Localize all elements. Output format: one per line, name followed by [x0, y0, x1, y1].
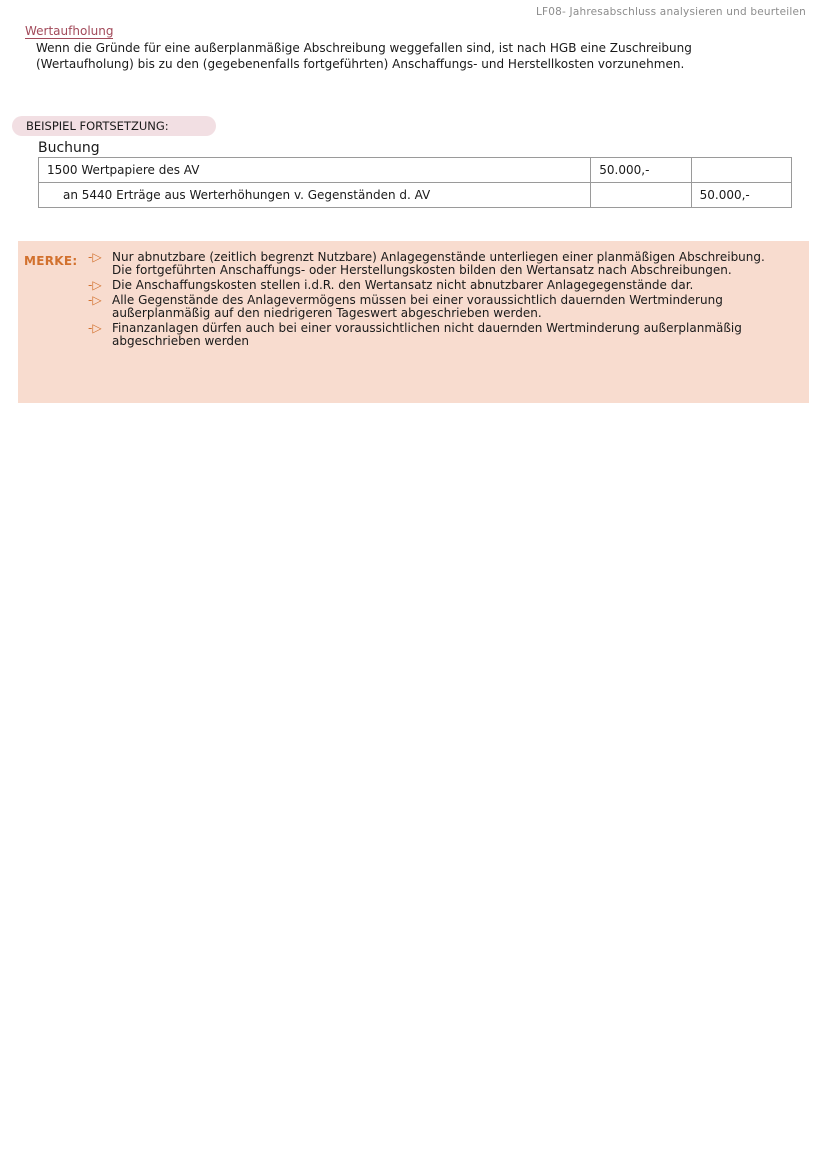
debit-cell: 50.000,-	[591, 158, 691, 183]
credit-cell: 50.000,-	[691, 183, 791, 208]
table-row	[39, 183, 792, 208]
arrow-right-icon: -▷	[88, 321, 102, 335]
booking-table	[38, 157, 792, 208]
intro-paragraph: Wenn die Gründe für eine außerplanmäßige Abschreibung weggefallen sind, ist nach HGB eine Zuschreibung (Wertaufholung) bis zu den (gegebenenfalls fortgeführten) Anschaffungs- und Herstellkosten vorzunehmen.	[36, 41, 692, 71]
merke-item-text: Die Anschaffungskosten stellen i.d.R. den Wertansatz nicht abnutzbarer Anlagegegenstände dar.	[112, 278, 694, 292]
merke-item-text: Nur abnutzbare (zeitlich begrenzt Nutzbare) Anlagegenstände unterliegen einer planmäßigen Abschreibung. Die fortgeführten Anschaffungs- oder Herstellungskosten bilden den Wertansatz nach Abschreibungen.	[112, 250, 765, 277]
section-heading: Wertaufholung	[25, 24, 114, 38]
page-header-title: LF08- Jahresabschluss analysieren und beurteilen	[535, 6, 806, 18]
merke-list	[88, 251, 788, 350]
list-item	[88, 322, 788, 348]
merke-item-text: Finanzanlagen dürfen auch bei einer voraussichtlichen nicht dauernden Wertminderung außerplanmäßig abgeschrieben werden	[112, 321, 742, 348]
example-badge: BEISPIEL FORTSETZUNG:	[12, 116, 216, 136]
table-row	[39, 158, 792, 183]
list-item	[88, 251, 788, 277]
debit-cell	[591, 183, 691, 208]
arrow-right-icon: -▷	[88, 293, 102, 307]
merke-box	[18, 241, 809, 403]
credit-cell	[691, 158, 791, 183]
list-item	[88, 294, 788, 320]
arrow-right-icon: -▷	[88, 278, 102, 292]
booking-text-cell: 1500 Wertpapiere des AV	[39, 158, 591, 183]
booking-text-cell: an 5440 Erträge aus Werterhöhungen v. Gegenständen d. AV	[39, 183, 591, 208]
merke-item-text: Alle Gegenstände des Anlagevermögens müssen bei einer voraussichtlich dauernden Wertminderung außerplanmäßig auf den niedrigeren Tageswert abgeschrieben werden.	[112, 293, 723, 320]
merke-label: MERKE:	[24, 254, 78, 268]
arrow-right-icon: -▷	[88, 250, 102, 264]
booking-label: Buchung	[38, 140, 100, 156]
list-item	[88, 279, 788, 292]
